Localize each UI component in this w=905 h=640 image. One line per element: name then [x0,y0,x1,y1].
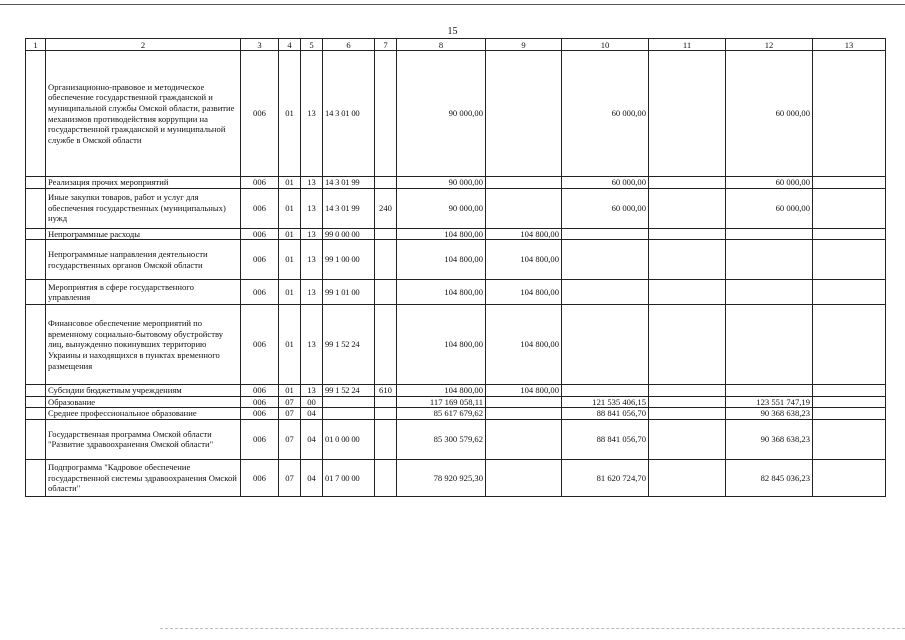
table-row [26,419,886,459]
amount-col-13 [813,51,886,177]
table-row [26,240,886,280]
amount-col-13 [813,177,886,189]
ministry-code: 006 [241,240,279,280]
amount-col-8: 117 169 058,11 [397,396,486,408]
amount-col-12 [726,305,813,385]
expense-type-code [375,408,397,420]
amount-col-8: 85 617 679,62 [397,408,486,420]
amount-col-10 [562,305,649,385]
amount-col-11 [649,459,726,496]
amount-col-9: 104 800,00 [486,280,562,305]
amount-col-11 [649,408,726,420]
target-article-code: 01 0 00 00 [323,419,375,459]
amount-col-9: 104 800,00 [486,385,562,397]
target-article-code: 14 3 01 99 [323,177,375,189]
amount-col-12: 60 000,00 [726,51,813,177]
row-name: Среднее профессиональное образование [46,408,241,420]
expense-type-code [375,240,397,280]
column-number: 3 [241,39,279,51]
amount-col-11 [649,51,726,177]
amount-col-12: 90 368 638,23 [726,419,813,459]
column-number: 9 [486,39,562,51]
target-article-code: 99 1 00 00 [323,240,375,280]
section-code: 01 [279,177,301,189]
column-number: 10 [562,39,649,51]
target-article-code [323,408,375,420]
amount-col-10: 121 535 406,15 [562,396,649,408]
expense-type-code [375,459,397,496]
table-row [26,305,886,385]
amount-col-9 [486,177,562,189]
ministry-code: 006 [241,419,279,459]
column-number: 12 [726,39,813,51]
amount-col-11 [649,396,726,408]
ministry-code: 006 [241,385,279,397]
expense-type-code: 240 [375,188,397,228]
row-name: Подпрограмма "Кадровое обеспечение государственной системы здравоохранения Омской области" [46,459,241,496]
row-number-cell [26,51,46,177]
table-row [26,228,886,240]
amount-col-8: 104 800,00 [397,305,486,385]
amount-col-9 [486,419,562,459]
amount-col-12 [726,240,813,280]
amount-col-10: 88 841 056,70 [562,419,649,459]
target-article-code: 99 1 52 24 [323,305,375,385]
subsection-code: 13 [301,177,323,189]
target-article-code: 99 0 00 00 [323,228,375,240]
ministry-code: 006 [241,51,279,177]
column-number: 8 [397,39,486,51]
subsection-code: 13 [301,385,323,397]
ministry-code: 006 [241,408,279,420]
row-number-cell [26,385,46,397]
amount-col-13 [813,385,886,397]
table-row [26,51,886,177]
expense-type-code [375,419,397,459]
subsection-code: 13 [301,228,323,240]
amount-col-8: 90 000,00 [397,177,486,189]
budget-table [25,38,886,497]
target-article-code: 99 1 52 24 [323,385,375,397]
amount-col-10: 60 000,00 [562,51,649,177]
amount-col-11 [649,188,726,228]
amount-col-8: 78 920 925,30 [397,459,486,496]
amount-col-13 [813,280,886,305]
section-code: 07 [279,408,301,420]
amount-col-11 [649,240,726,280]
amount-col-11 [649,228,726,240]
expense-type-code [375,228,397,240]
amount-col-12: 82 845 036,23 [726,459,813,496]
expense-type-code [375,280,397,305]
amount-col-8: 104 800,00 [397,240,486,280]
section-code: 07 [279,459,301,496]
amount-col-9: 104 800,00 [486,240,562,280]
subsection-code: 04 [301,408,323,420]
column-number: 4 [279,39,301,51]
amount-col-9 [486,459,562,496]
column-number: 5 [301,39,323,51]
amount-col-12: 60 000,00 [726,188,813,228]
row-number-cell [26,240,46,280]
expense-type-code [375,177,397,189]
subsection-code: 13 [301,280,323,305]
table-row [26,385,886,397]
amount-col-13 [813,305,886,385]
amount-col-9 [486,396,562,408]
amount-col-13 [813,419,886,459]
amount-col-10: 60 000,00 [562,177,649,189]
amount-col-11 [649,305,726,385]
target-article-code: 14 3 01 99 [323,188,375,228]
amount-col-12 [726,385,813,397]
expense-type-code: 610 [375,385,397,397]
row-name: Реализация прочих мероприятий [46,177,241,189]
row-number-cell [26,188,46,228]
column-number: 11 [649,39,726,51]
subsection-code: 13 [301,240,323,280]
row-number-cell [26,419,46,459]
target-article-code [323,396,375,408]
expense-type-code [375,305,397,385]
amount-col-8: 104 800,00 [397,228,486,240]
row-number-cell [26,396,46,408]
table-row [26,280,886,305]
row-number-cell [26,305,46,385]
amount-col-10 [562,385,649,397]
amount-col-10 [562,240,649,280]
subsection-code: 04 [301,419,323,459]
amount-col-12 [726,280,813,305]
row-name: Субсидии бюджетным учреждениям [46,385,241,397]
section-code: 01 [279,305,301,385]
section-code: 01 [279,385,301,397]
subsection-code: 04 [301,459,323,496]
ministry-code: 006 [241,280,279,305]
amount-col-12: 90 368 638,23 [726,408,813,420]
amount-col-13 [813,240,886,280]
subsection-code: 13 [301,51,323,177]
amount-col-10: 88 841 056,70 [562,408,649,420]
section-code: 01 [279,188,301,228]
section-code: 07 [279,396,301,408]
amount-col-12 [726,228,813,240]
target-article-code: 01 7 00 00 [323,459,375,496]
amount-col-8: 90 000,00 [397,51,486,177]
amount-col-9 [486,51,562,177]
row-number-cell [26,408,46,420]
amount-col-13 [813,396,886,408]
subsection-code: 00 [301,396,323,408]
amount-col-10 [562,280,649,305]
subsection-code: 13 [301,188,323,228]
subsection-code: 13 [301,305,323,385]
table-row [26,177,886,189]
amount-col-13 [813,228,886,240]
row-name: Мероприятия в сфере государственного управления [46,280,241,305]
amount-col-9: 104 800,00 [486,305,562,385]
column-number-row [26,39,886,51]
amount-col-11 [649,419,726,459]
amount-col-8: 104 800,00 [397,280,486,305]
row-name: Организационно-правовое и методическое обеспечение государственной гражданской и муниципальной службы Омской области, развитие механизмов противодействия коррупции на государственной гражданской и муниципальной службе в Омской области [46,51,241,177]
scan-bottom-edge [160,628,905,629]
ministry-code: 006 [241,188,279,228]
amount-col-13 [813,188,886,228]
amount-col-8: 90 000,00 [397,188,486,228]
page-number: 15 [447,26,458,37]
row-name: Финансовое обеспечение мероприятий по временному социально-бытовому обустройству лиц, вынужденно покинувших территорию Украины и находящихся в пунктах временного размещения [46,305,241,385]
expense-type-code [375,396,397,408]
amount-col-8: 104 800,00 [397,385,486,397]
amount-col-10: 60 000,00 [562,188,649,228]
column-number: 6 [323,39,375,51]
target-article-code: 99 1 01 00 [323,280,375,305]
ministry-code: 006 [241,305,279,385]
row-number-cell [26,280,46,305]
section-code: 01 [279,280,301,305]
row-name: Государственная программа Омской области "Развитие здравоохранения Омской области" [46,419,241,459]
column-number: 2 [46,39,241,51]
row-number-cell [26,459,46,496]
section-code: 07 [279,419,301,459]
section-code: 01 [279,51,301,177]
expense-type-code [375,51,397,177]
amount-col-11 [649,280,726,305]
section-code: 01 [279,228,301,240]
target-article-code: 14 3 01 00 [323,51,375,177]
table-row [26,396,886,408]
amount-col-11 [649,177,726,189]
amount-col-13 [813,408,886,420]
table-row [26,459,886,496]
row-name: Образование [46,396,241,408]
amount-col-13 [813,459,886,496]
amount-col-10: 81 620 724,70 [562,459,649,496]
row-name: Непрограммные расходы [46,228,241,240]
amount-col-9 [486,188,562,228]
ministry-code: 006 [241,459,279,496]
amount-col-9 [486,408,562,420]
ministry-code: 006 [241,228,279,240]
ministry-code: 006 [241,396,279,408]
section-code: 01 [279,240,301,280]
amount-col-8: 85 300 579,62 [397,419,486,459]
amount-col-12: 60 000,00 [726,177,813,189]
scan-top-border [0,4,905,5]
row-number-cell [26,177,46,189]
amount-col-11 [649,385,726,397]
row-name: Иные закупки товаров, работ и услуг для обеспечения государственных (муниципальных) нужд [46,188,241,228]
column-number: 1 [26,39,46,51]
ministry-code: 006 [241,177,279,189]
column-number: 7 [375,39,397,51]
table-row [26,408,886,420]
amount-col-10 [562,228,649,240]
column-number: 13 [813,39,886,51]
amount-col-12: 123 551 747,19 [726,396,813,408]
row-name: Непрограммные направления деятельности государственных органов Омской области [46,240,241,280]
row-number-cell [26,228,46,240]
table-row [26,188,886,228]
amount-col-9: 104 800,00 [486,228,562,240]
